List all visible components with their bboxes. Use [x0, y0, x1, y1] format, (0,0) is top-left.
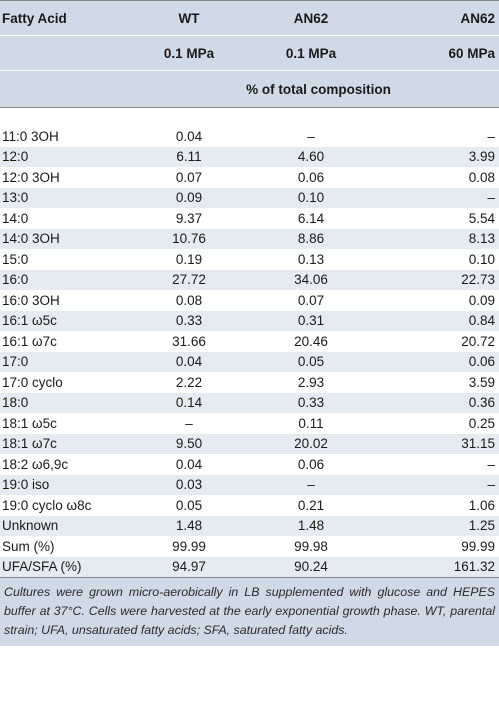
- table-row: [0, 229, 499, 250]
- cell-wt: 0.04: [138, 126, 240, 147]
- header-row-pressure: [0, 36, 499, 71]
- cell-an62-high-pressure: 3.99: [382, 147, 499, 168]
- table-row: [0, 413, 499, 434]
- row-name: UFA/SFA (%): [0, 557, 138, 578]
- spacer-row: [0, 108, 499, 127]
- cell-an62-low-pressure: 6.14: [240, 208, 382, 229]
- header-pressure-an62-low: 0.1 MPa: [240, 36, 382, 71]
- table-row: [0, 311, 499, 332]
- row-name: 18:1 ω7c: [0, 434, 138, 455]
- row-name: 17:0: [0, 352, 138, 373]
- row-name: 12:0: [0, 147, 138, 168]
- cell-an62-low-pressure: –: [240, 126, 382, 147]
- table-header: [0, 1, 499, 108]
- table-row: [0, 393, 499, 414]
- table-row: [0, 147, 499, 168]
- table-row: [0, 208, 499, 229]
- table-row: [0, 372, 499, 393]
- cell-wt: 9.37: [138, 208, 240, 229]
- cell-an62-low-pressure: 0.05: [240, 352, 382, 373]
- cell-an62-low-pressure: –: [240, 475, 382, 496]
- header-unit: % of total composition: [138, 71, 499, 108]
- cell-an62-high-pressure: 0.06: [382, 352, 499, 373]
- row-name: 16:1 ω5c: [0, 311, 138, 332]
- cell-an62-low-pressure: 0.06: [240, 454, 382, 475]
- table-row: [0, 352, 499, 373]
- header-an62-low: AN62: [240, 1, 382, 36]
- cell-an62-low-pressure: 99.98: [240, 536, 382, 557]
- cell-wt: 0.05: [138, 495, 240, 516]
- cell-an62-high-pressure: 1.06: [382, 495, 499, 516]
- cell-wt: 0.04: [138, 352, 240, 373]
- table-row: [0, 331, 499, 352]
- table-row: [0, 495, 499, 516]
- cell-an62-low-pressure: 0.31: [240, 311, 382, 332]
- cell-wt: –: [138, 413, 240, 434]
- cell-an62-low-pressure: 8.86: [240, 229, 382, 250]
- cell-an62-high-pressure: 31.15: [382, 434, 499, 455]
- cell-an62-high-pressure: –: [382, 454, 499, 475]
- cell-wt: 0.14: [138, 393, 240, 414]
- table-row: [0, 249, 499, 270]
- cell-wt: 9.50: [138, 434, 240, 455]
- row-name: 18:2 ω6,9c: [0, 454, 138, 475]
- row-name: 16:0: [0, 270, 138, 291]
- cell-an62-high-pressure: 8.13: [382, 229, 499, 250]
- row-name: 16:1 ω7c: [0, 331, 138, 352]
- header-fatty-acid: Fatty Acid: [0, 1, 138, 36]
- table-row: [0, 454, 499, 475]
- table-row: [0, 536, 499, 557]
- cell-wt: 6.11: [138, 147, 240, 168]
- cell-wt: 0.19: [138, 249, 240, 270]
- cell-an62-high-pressure: 22.73: [382, 270, 499, 291]
- cell-an62-low-pressure: 0.10: [240, 188, 382, 209]
- row-name: 19:0 cyclo ω8c: [0, 495, 138, 516]
- header-pressure-blank: [0, 36, 138, 71]
- header-row-strain: [0, 1, 499, 36]
- cell-wt: 0.07: [138, 167, 240, 188]
- cell-an62-low-pressure: 90.24: [240, 557, 382, 578]
- cell-an62-high-pressure: 0.25: [382, 413, 499, 434]
- table-row: [0, 290, 499, 311]
- cell-an62-high-pressure: –: [382, 475, 499, 496]
- cell-an62-high-pressure: 99.99: [382, 536, 499, 557]
- row-name: 11:0 3OH: [0, 126, 138, 147]
- row-name: 13:0: [0, 188, 138, 209]
- row-name: 17:0 cyclo: [0, 372, 138, 393]
- header-unit-blank: [0, 71, 138, 108]
- cell-an62-high-pressure: 3.59: [382, 372, 499, 393]
- table-row: [0, 557, 499, 578]
- cell-an62-high-pressure: 0.08: [382, 167, 499, 188]
- header-wt: WT: [138, 1, 240, 36]
- cell-an62-low-pressure: 0.07: [240, 290, 382, 311]
- cell-wt: 10.76: [138, 229, 240, 250]
- table-row: [0, 434, 499, 455]
- row-name: Sum (%): [0, 536, 138, 557]
- cell-an62-low-pressure: 20.02: [240, 434, 382, 455]
- cell-an62-high-pressure: 5.54: [382, 208, 499, 229]
- cell-an62-high-pressure: 20.72: [382, 331, 499, 352]
- row-name: 12:0 3OH: [0, 167, 138, 188]
- cell-an62-low-pressure: 2.93: [240, 372, 382, 393]
- table-row: [0, 167, 499, 188]
- table-row: [0, 475, 499, 496]
- cell-wt: 99.99: [138, 536, 240, 557]
- cell-wt: 1.48: [138, 516, 240, 537]
- cell-an62-low-pressure: 1.48: [240, 516, 382, 537]
- cell-wt: 27.72: [138, 270, 240, 291]
- cell-wt: 0.03: [138, 475, 240, 496]
- row-name: 18:1 ω5c: [0, 413, 138, 434]
- row-name: 16:0 3OH: [0, 290, 138, 311]
- cell-an62-high-pressure: 161.32: [382, 557, 499, 578]
- header-row-unit: [0, 71, 499, 108]
- row-name: 14:0: [0, 208, 138, 229]
- cell-an62-high-pressure: –: [382, 188, 499, 209]
- cell-wt: 0.04: [138, 454, 240, 475]
- cell-an62-high-pressure: –: [382, 126, 499, 147]
- header-pressure-an62-high: 60 MPa: [382, 36, 499, 71]
- cell-an62-high-pressure: 0.84: [382, 311, 499, 332]
- cell-an62-high-pressure: 0.09: [382, 290, 499, 311]
- cell-an62-low-pressure: 4.60: [240, 147, 382, 168]
- cell-wt: 31.66: [138, 331, 240, 352]
- table-row: [0, 516, 499, 537]
- table-body: [0, 126, 499, 578]
- cell-wt: 2.22: [138, 372, 240, 393]
- cell-an62-high-pressure: 0.36: [382, 393, 499, 414]
- cell-wt: 0.08: [138, 290, 240, 311]
- row-name: 14:0 3OH: [0, 229, 138, 250]
- cell-wt: 94.97: [138, 557, 240, 578]
- table-row: [0, 126, 499, 147]
- cell-an62-low-pressure: 20.46: [240, 331, 382, 352]
- table-row: [0, 270, 499, 291]
- cell-an62-low-pressure: 0.33: [240, 393, 382, 414]
- row-name: Unknown: [0, 516, 138, 537]
- row-name: 18:0: [0, 393, 138, 414]
- cell-an62-low-pressure: 34.06: [240, 270, 382, 291]
- header-an62-high: AN62: [382, 1, 499, 36]
- cell-an62-high-pressure: 1.25: [382, 516, 499, 537]
- cell-wt: 0.09: [138, 188, 240, 209]
- cell-wt: 0.33: [138, 311, 240, 332]
- row-name: 15:0: [0, 249, 138, 270]
- cell-an62-low-pressure: 0.21: [240, 495, 382, 516]
- header-pressure-wt: 0.1 MPa: [138, 36, 240, 71]
- row-name: 19:0 iso: [0, 475, 138, 496]
- cell-an62-low-pressure: 0.13: [240, 249, 382, 270]
- table-row: [0, 188, 499, 209]
- table-footnote: Cultures were grown micro-aerobically in LB supplemented with glucose and HEPES buffer at 37°C. Cells were harvested at the early exponential growth phase. WT, parental strain; UFA, unsaturated fatty acids; SFA, saturated fatty acids.: [0, 578, 499, 646]
- cell-an62-low-pressure: 0.11: [240, 413, 382, 434]
- cell-an62-low-pressure: 0.06: [240, 167, 382, 188]
- cell-an62-high-pressure: 0.10: [382, 249, 499, 270]
